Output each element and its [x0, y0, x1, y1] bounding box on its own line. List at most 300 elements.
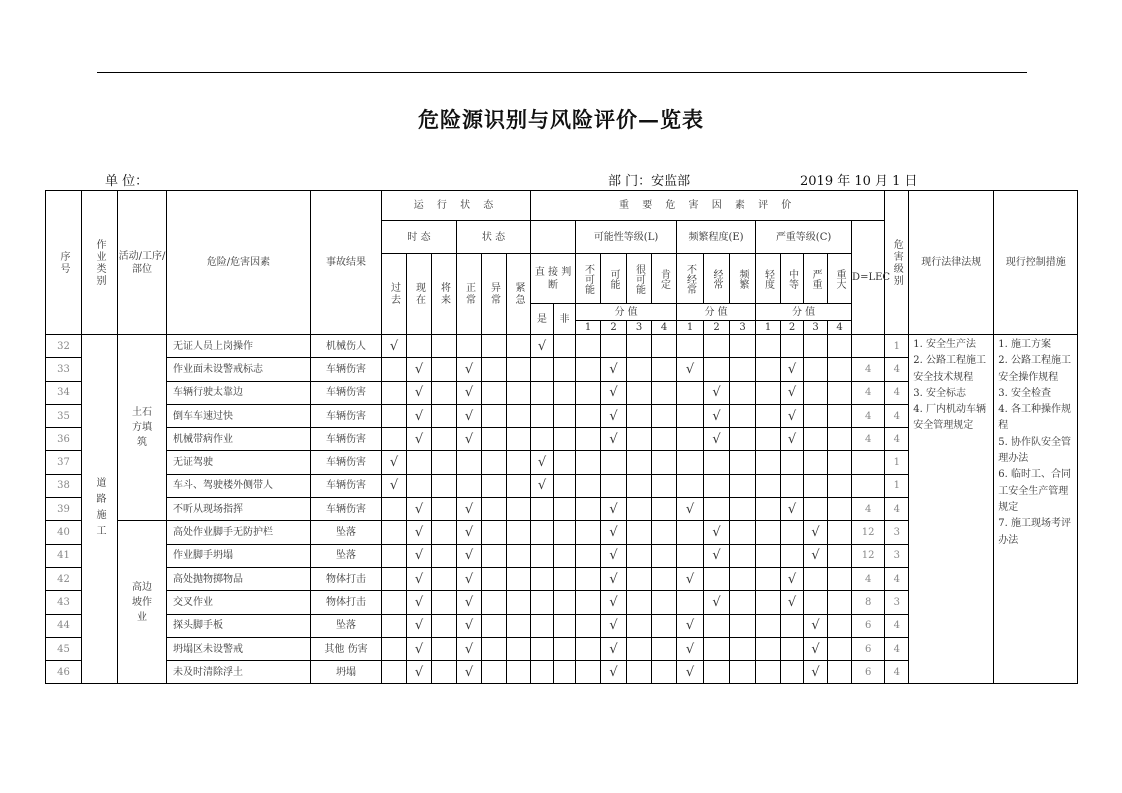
- D-value-cell: [852, 474, 885, 497]
- row-number: 44: [46, 614, 82, 637]
- header-grade-3: [652, 254, 677, 304]
- state-normal-cell: √: [457, 544, 482, 567]
- L-3-cell: [627, 358, 652, 381]
- L-4-cell: [652, 358, 677, 381]
- time-present-cell: √: [407, 521, 432, 544]
- header-grade-6: [730, 254, 756, 304]
- result-cell: 坠落: [311, 614, 382, 637]
- time-present-cell: √: [407, 614, 432, 637]
- header-past: 过去: [382, 254, 407, 335]
- row-number: 45: [46, 637, 82, 660]
- judge-no-cell: [554, 591, 576, 614]
- C-1-cell: [756, 404, 781, 427]
- C-1-cell: [756, 474, 781, 497]
- C-1-cell: [756, 661, 781, 684]
- L-3-cell: [627, 614, 652, 637]
- E-3-cell: [730, 521, 756, 544]
- L-3-cell: [627, 381, 652, 404]
- row-number: 39: [46, 498, 82, 521]
- result-cell: 车辆伤害: [311, 358, 382, 381]
- time-present-cell: √: [407, 567, 432, 590]
- work-type-cell: [82, 335, 118, 684]
- header-normal: 正常: [457, 254, 482, 335]
- L-4-cell: [652, 404, 677, 427]
- judge-no-cell: [554, 498, 576, 521]
- L-4-cell: [652, 451, 677, 474]
- header-result: 事故结果: [311, 191, 382, 335]
- judge-yes-cell: [531, 544, 554, 567]
- time-past-cell: [382, 661, 407, 684]
- L-3-cell: [627, 404, 652, 427]
- C-2-cell: [781, 661, 804, 684]
- L-3-cell: [627, 428, 652, 451]
- E-1-cell: [677, 591, 704, 614]
- header-score-value: 1: [756, 321, 781, 335]
- state-abnormal-cell: [482, 614, 507, 637]
- L-2-cell: √: [601, 358, 627, 381]
- hazard-cell: 作业脚手坍塌: [167, 544, 311, 567]
- C-4-cell: [828, 567, 852, 590]
- L-2-cell: √: [601, 428, 627, 451]
- time-past-cell: √: [382, 335, 407, 358]
- time-future-cell: [432, 544, 457, 567]
- row-number: 41: [46, 544, 82, 567]
- L-1-cell: [576, 335, 601, 358]
- C-4-cell: [828, 521, 852, 544]
- time-present-cell: √: [407, 591, 432, 614]
- header-direct: 直 接 判 断: [531, 254, 576, 304]
- header-grade-9: [804, 254, 828, 304]
- L-4-cell: [652, 335, 677, 358]
- E-2-cell: [704, 335, 730, 358]
- time-future-cell: [432, 358, 457, 381]
- state-abnormal-cell: [482, 521, 507, 544]
- L-1-cell: [576, 474, 601, 497]
- judge-no-cell: [554, 614, 576, 637]
- E-1-cell: [677, 474, 704, 497]
- row-number: 46: [46, 661, 82, 684]
- L-4-cell: [652, 498, 677, 521]
- E-2-cell: √: [704, 381, 730, 404]
- L-2-cell: √: [601, 404, 627, 427]
- E-2-cell: √: [704, 404, 730, 427]
- law-item: 2. 公路工程施工安全技术规程: [913, 355, 986, 383]
- header-C-score: 分 值: [756, 304, 852, 321]
- time-past-cell: √: [382, 451, 407, 474]
- state-normal-cell: √: [457, 661, 482, 684]
- time-present-cell: [407, 451, 432, 474]
- C-4-cell: [828, 381, 852, 404]
- C-1-cell: [756, 614, 781, 637]
- judge-no-cell: [554, 637, 576, 660]
- D-value-cell: [852, 451, 885, 474]
- E-1-cell: √: [677, 661, 704, 684]
- time-future-cell: [432, 474, 457, 497]
- level-cell: 3: [885, 521, 909, 544]
- result-cell: 车辆伤害: [311, 474, 382, 497]
- D-value-cell: 12: [852, 544, 885, 567]
- state-normal-cell: √: [457, 591, 482, 614]
- header-state: 状 态: [457, 221, 531, 254]
- L-4-cell: [652, 591, 677, 614]
- L-4-cell: [652, 428, 677, 451]
- table-body: [46, 335, 1078, 684]
- header-grade-label: 轻度: [762, 268, 774, 289]
- judge-yes-cell: [531, 404, 554, 427]
- E-2-cell: [704, 637, 730, 660]
- D-value-cell: 4: [852, 567, 885, 590]
- C-2-cell: [781, 521, 804, 544]
- time-past-cell: [382, 404, 407, 427]
- level-cell: 1: [885, 335, 909, 358]
- D-value-cell: 6: [852, 637, 885, 660]
- hazard-cell: 探头脚手板: [167, 614, 311, 637]
- result-cell: 坠落: [311, 521, 382, 544]
- C-2-cell: √: [781, 428, 804, 451]
- L-1-cell: [576, 661, 601, 684]
- L-2-cell: √: [601, 498, 627, 521]
- E-2-cell: [704, 498, 730, 521]
- header-L-group: 可能性等级(L): [576, 221, 677, 254]
- result-cell: 物体打击: [311, 591, 382, 614]
- judge-no-cell: [554, 335, 576, 358]
- time-future-cell: [432, 521, 457, 544]
- header-present: 现在: [407, 254, 432, 335]
- D-value-cell: 8: [852, 591, 885, 614]
- L-4-cell: [652, 637, 677, 660]
- judge-yes-cell: [531, 498, 554, 521]
- C-4-cell: [828, 335, 852, 358]
- L-3-cell: [627, 544, 652, 567]
- work-type-label: 道路施工: [94, 477, 105, 542]
- time-present-cell: √: [407, 358, 432, 381]
- header-level: 危害级别: [885, 191, 909, 335]
- header-score-value: 4: [652, 321, 677, 335]
- header-score-value: 2: [704, 321, 730, 335]
- state-normal-cell: √: [457, 521, 482, 544]
- header-seq: 序号: [46, 191, 82, 335]
- E-1-cell: [677, 381, 704, 404]
- state-emergency-cell: [507, 404, 531, 427]
- header-grade-label: 不可能: [582, 263, 594, 294]
- L-2-cell: √: [601, 614, 627, 637]
- E-1-cell: √: [677, 567, 704, 590]
- judge-no-cell: [554, 451, 576, 474]
- L-4-cell: [652, 521, 677, 544]
- D-value-cell: [852, 335, 885, 358]
- header-grade-2: [627, 254, 652, 304]
- state-emergency-cell: [507, 451, 531, 474]
- E-3-cell: [730, 544, 756, 567]
- E-2-cell: [704, 567, 730, 590]
- state-normal-cell: √: [457, 404, 482, 427]
- laws-cell: [909, 335, 994, 684]
- E-3-cell: [730, 428, 756, 451]
- E-2-cell: √: [704, 591, 730, 614]
- header-score-value: 1: [576, 321, 601, 335]
- control-item: 3. 安全检查: [998, 387, 1051, 399]
- judge-no-cell: [554, 544, 576, 567]
- E-1-cell: [677, 451, 704, 474]
- time-future-cell: [432, 404, 457, 427]
- C-2-cell: [781, 544, 804, 567]
- C-3-cell: √: [804, 661, 828, 684]
- time-future-cell: [432, 381, 457, 404]
- L-3-cell: [627, 661, 652, 684]
- C-4-cell: [828, 614, 852, 637]
- row-number: 40: [46, 521, 82, 544]
- time-present-cell: √: [407, 381, 432, 404]
- header-yes: 是: [531, 304, 554, 335]
- header-grade-label: 严重: [810, 268, 822, 289]
- header-score-value: 2: [781, 321, 804, 335]
- state-abnormal-cell: [482, 591, 507, 614]
- C-1-cell: [756, 335, 781, 358]
- state-abnormal-cell: [482, 544, 507, 567]
- C-4-cell: [828, 637, 852, 660]
- L-1-cell: [576, 614, 601, 637]
- header-grade-label: 肯定: [658, 268, 670, 289]
- C-1-cell: [756, 498, 781, 521]
- E-2-cell: [704, 614, 730, 637]
- C-3-cell: [804, 335, 828, 358]
- E-3-cell: [730, 591, 756, 614]
- time-future-cell: [432, 567, 457, 590]
- C-1-cell: [756, 521, 781, 544]
- L-3-cell: [627, 567, 652, 590]
- time-future-cell: [432, 661, 457, 684]
- time-present-cell: [407, 474, 432, 497]
- C-3-cell: [804, 381, 828, 404]
- E-2-cell: √: [704, 428, 730, 451]
- header-grade-label: 重大: [834, 268, 846, 289]
- time-present-cell: √: [407, 661, 432, 684]
- hazard-table: [45, 190, 1078, 684]
- header-score-value: 3: [804, 321, 828, 335]
- table-header: [46, 191, 1078, 335]
- E-3-cell: [730, 637, 756, 660]
- E-1-cell: [677, 404, 704, 427]
- C-3-cell: √: [804, 544, 828, 567]
- state-emergency-cell: [507, 614, 531, 637]
- activity-cell: 高边坡作业: [118, 521, 167, 684]
- D-value-cell: 12: [852, 521, 885, 544]
- law-item: 4. 厂内机动车辆安全管理规定: [913, 404, 986, 432]
- E-1-cell: √: [677, 614, 704, 637]
- judge-no-cell: [554, 428, 576, 451]
- state-normal-cell: √: [457, 428, 482, 451]
- C-3-cell: [804, 474, 828, 497]
- C-1-cell: [756, 358, 781, 381]
- C-3-cell: √: [804, 521, 828, 544]
- header-tense: 时 态: [382, 221, 457, 254]
- judge-yes-cell: [531, 591, 554, 614]
- row-number: 33: [46, 358, 82, 381]
- C-3-cell: √: [804, 614, 828, 637]
- law-item: 3. 安全标志: [913, 387, 966, 399]
- C-2-cell: [781, 335, 804, 358]
- E-3-cell: [730, 358, 756, 381]
- C-1-cell: [756, 637, 781, 660]
- L-4-cell: [652, 614, 677, 637]
- state-abnormal-cell: [482, 567, 507, 590]
- header-no: 非: [554, 304, 576, 335]
- header-grade-7: [756, 254, 781, 304]
- L-1-cell: [576, 498, 601, 521]
- result-cell: 其他 伤害: [311, 637, 382, 660]
- result-cell: 车辆伤害: [311, 381, 382, 404]
- header-D: D=LEC: [852, 221, 885, 335]
- C-1-cell: [756, 428, 781, 451]
- level-cell: 4: [885, 498, 909, 521]
- C-3-cell: [804, 358, 828, 381]
- unit-label: 单 位：: [105, 174, 149, 189]
- C-2-cell: [781, 474, 804, 497]
- judge-no-cell: [554, 474, 576, 497]
- state-emergency-cell: [507, 474, 531, 497]
- C-3-cell: √: [804, 637, 828, 660]
- header-grade-label: 不经常: [684, 263, 696, 294]
- header-abnormal: 异常: [482, 254, 507, 335]
- E-3-cell: [730, 661, 756, 684]
- E-1-cell: [677, 335, 704, 358]
- L-2-cell: √: [601, 661, 627, 684]
- E-2-cell: [704, 474, 730, 497]
- E-3-cell: [730, 451, 756, 474]
- state-abnormal-cell: [482, 474, 507, 497]
- level-cell: 4: [885, 358, 909, 381]
- result-cell: 车辆伤害: [311, 404, 382, 427]
- time-past-cell: [382, 544, 407, 567]
- C-2-cell: √: [781, 567, 804, 590]
- E-3-cell: [730, 381, 756, 404]
- D-value-cell: 4: [852, 428, 885, 451]
- state-emergency-cell: [507, 661, 531, 684]
- time-past-cell: [382, 637, 407, 660]
- judge-no-cell: [554, 567, 576, 590]
- C-4-cell: [828, 591, 852, 614]
- time-past-cell: [382, 614, 407, 637]
- judge-yes-cell: [531, 428, 554, 451]
- state-normal-cell: √: [457, 381, 482, 404]
- time-future-cell: [432, 498, 457, 521]
- time-past-cell: √: [382, 474, 407, 497]
- header-evaluation: 重 要 危 害 因 素 评 价: [531, 191, 885, 221]
- C-4-cell: [828, 474, 852, 497]
- C-2-cell: [781, 614, 804, 637]
- judge-yes-cell: [531, 567, 554, 590]
- E-3-cell: [730, 335, 756, 358]
- C-2-cell: √: [781, 591, 804, 614]
- E-1-cell: [677, 544, 704, 567]
- time-present-cell: √: [407, 637, 432, 660]
- L-2-cell: √: [601, 521, 627, 544]
- header-emergency: 紧急: [507, 254, 531, 335]
- E-3-cell: [730, 614, 756, 637]
- L-3-cell: [627, 591, 652, 614]
- L-3-cell: [627, 474, 652, 497]
- L-4-cell: [652, 567, 677, 590]
- judge-yes-cell: [531, 358, 554, 381]
- E-2-cell: [704, 451, 730, 474]
- time-past-cell: [382, 567, 407, 590]
- result-cell: 车辆伤害: [311, 428, 382, 451]
- hazard-cell: 不听从现场指挥: [167, 498, 311, 521]
- header-E-score: 分 值: [677, 304, 756, 321]
- row-number: 42: [46, 567, 82, 590]
- judge-no-cell: [554, 404, 576, 427]
- time-future-cell: [432, 614, 457, 637]
- C-1-cell: [756, 544, 781, 567]
- header-run-state: 运 行 状 态: [382, 191, 531, 221]
- C-4-cell: [828, 498, 852, 521]
- D-value-cell: 6: [852, 614, 885, 637]
- header-grade-0: [576, 254, 601, 304]
- time-past-cell: [382, 358, 407, 381]
- time-past-cell: [382, 381, 407, 404]
- C-2-cell: [781, 451, 804, 474]
- D-value-cell: 4: [852, 498, 885, 521]
- L-3-cell: [627, 451, 652, 474]
- row-number: 43: [46, 591, 82, 614]
- hazard-cell: 高处作业脚手无防护栏: [167, 521, 311, 544]
- hazard-cell: 未及时清除浮土: [167, 661, 311, 684]
- L-3-cell: [627, 637, 652, 660]
- level-cell: 3: [885, 591, 909, 614]
- header-work-type: 作业类别: [82, 191, 118, 335]
- L-2-cell: [601, 335, 627, 358]
- L-4-cell: [652, 381, 677, 404]
- date-label: 2019 年 10 月 1 日: [800, 174, 918, 189]
- state-abnormal-cell: [482, 404, 507, 427]
- hazard-cell: 高处抛物掷物品: [167, 567, 311, 590]
- state-emergency-cell: [507, 567, 531, 590]
- header-controls: 现行控制措施: [994, 191, 1078, 335]
- header-score-value: 3: [627, 321, 652, 335]
- C-3-cell: [804, 404, 828, 427]
- hazard-cell: 作业面未设警戒标志: [167, 358, 311, 381]
- header-activity: 活动/工序/部位: [118, 191, 167, 335]
- time-present-cell: √: [407, 544, 432, 567]
- state-emergency-cell: [507, 428, 531, 451]
- state-emergency-cell: [507, 335, 531, 358]
- judge-no-cell: [554, 661, 576, 684]
- judge-yes-cell: [531, 637, 554, 660]
- C-2-cell: [781, 637, 804, 660]
- level-cell: 4: [885, 567, 909, 590]
- L-1-cell: [576, 637, 601, 660]
- level-cell: 1: [885, 474, 909, 497]
- header-hazard: 危险/危害因素: [167, 191, 311, 335]
- result-cell: 车辆伤害: [311, 451, 382, 474]
- hazard-cell: 车辆行驶太靠边: [167, 381, 311, 404]
- E-2-cell: √: [704, 544, 730, 567]
- judge-yes-cell: √: [531, 474, 554, 497]
- C-3-cell: [804, 567, 828, 590]
- L-1-cell: [576, 567, 601, 590]
- state-abnormal-cell: [482, 358, 507, 381]
- L-1-cell: [576, 451, 601, 474]
- judge-yes-cell: √: [531, 335, 554, 358]
- time-present-cell: [407, 335, 432, 358]
- L-4-cell: [652, 661, 677, 684]
- time-present-cell: √: [407, 428, 432, 451]
- L-2-cell: [601, 451, 627, 474]
- L-4-cell: [652, 544, 677, 567]
- state-emergency-cell: [507, 637, 531, 660]
- header-grade-label: 频繁: [737, 268, 749, 289]
- row-number: 37: [46, 451, 82, 474]
